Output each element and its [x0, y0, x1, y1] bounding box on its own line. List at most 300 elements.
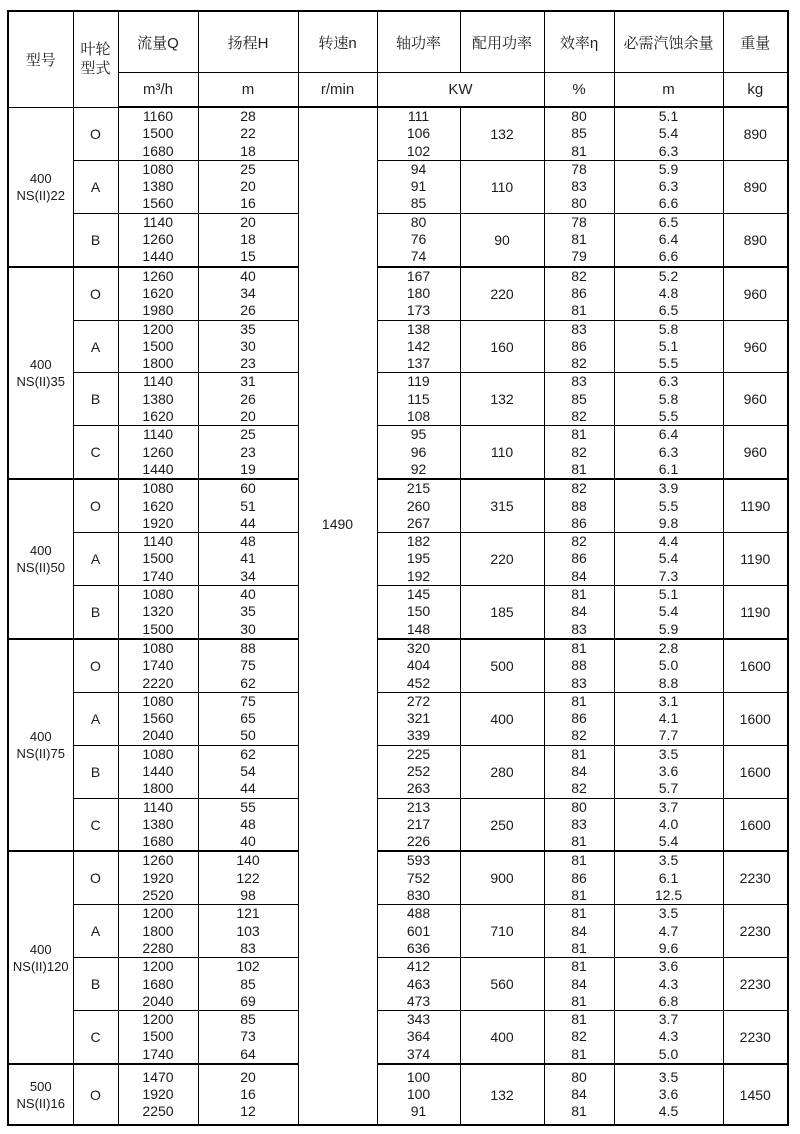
flow-cell-line: 1740: [142, 657, 174, 674]
impeller-type-cell: B: [73, 745, 118, 798]
efficiency-cell: [544, 1064, 614, 1125]
header-model: 型号: [8, 11, 73, 107]
head-cell: [198, 639, 298, 692]
efficiency-cell-line: 85: [571, 390, 587, 407]
table-row: [8, 586, 788, 639]
efficiency-cell-line: 82: [571, 727, 587, 744]
rated-power-cell: 160: [460, 320, 544, 373]
flow-cell-line: 1560: [142, 195, 174, 212]
weight-cell: 960: [723, 320, 788, 373]
head-cell-line: 18: [240, 142, 256, 159]
flow-cell-line: 1200: [142, 958, 174, 975]
header-weight: 重量: [723, 11, 788, 73]
shaft-power-cell-line: 473: [406, 992, 431, 1009]
efficiency-cell: [544, 267, 614, 320]
flow-cell-line: 1320: [142, 603, 174, 620]
header-impeller-type: [73, 11, 118, 107]
table-row: [8, 958, 788, 1011]
impeller-type-cell: O: [73, 267, 118, 320]
efficiency-cell: [544, 320, 614, 373]
efficiency-cell: [544, 586, 614, 639]
efficiency-cell-line: 88: [571, 657, 587, 674]
table-row: [8, 373, 788, 426]
shaft-power-cell-line: 412: [406, 958, 431, 975]
rated-power-cell: 185: [460, 586, 544, 639]
head-cell: [198, 107, 298, 160]
head-cell: [198, 692, 298, 745]
model-size: 400: [29, 356, 52, 372]
weight-cell: 1190: [723, 586, 788, 639]
shaft-power-cell-line: 92: [410, 460, 427, 477]
flow-cell: [118, 213, 198, 266]
shaft-power-cell: [377, 586, 460, 639]
flow-cell-line: 1440: [142, 762, 174, 779]
npsh-cell-line: 12.5: [654, 887, 683, 904]
npsh-cell-line: 6.3: [658, 443, 679, 460]
flow-cell-line: 1500: [142, 620, 174, 637]
unit-head: m: [198, 73, 298, 108]
model-cell: [8, 851, 73, 1064]
shaft-power-cell-line: 252: [406, 762, 431, 779]
efficiency-cell-line: 81: [571, 905, 587, 922]
flow-cell-line: 1740: [142, 1045, 174, 1062]
flow-cell-line: 1380: [142, 390, 174, 407]
header-impeller-line1: 叶轮: [80, 41, 111, 59]
model-size: 400: [29, 729, 52, 745]
flow-cell-line: 1140: [142, 533, 174, 550]
flow-cell: [118, 1011, 198, 1064]
flow-cell-line: 1260: [142, 852, 174, 869]
table-row: [8, 851, 788, 904]
npsh-cell-line: 5.9: [658, 160, 679, 177]
impeller-type-cell: A: [73, 160, 118, 213]
head-cell: [198, 1011, 298, 1064]
head-cell-line: 40: [240, 267, 256, 284]
head-cell-line: 18: [240, 231, 256, 248]
efficiency-cell-line: 81: [571, 692, 587, 709]
table-row: [8, 213, 788, 266]
flow-cell-line: 1680: [142, 142, 174, 159]
head-cell-line: 35: [240, 320, 256, 337]
flow-cell-line: 1500: [142, 337, 174, 354]
weight-cell: 960: [723, 373, 788, 426]
impeller-type-cell: B: [73, 373, 118, 426]
efficiency-cell-line: 86: [571, 869, 587, 886]
model-size: 400: [29, 941, 52, 957]
npsh-cell: [614, 905, 723, 958]
npsh-cell-line: 4.7: [658, 922, 679, 939]
model-cell: [8, 479, 73, 639]
head-cell-line: 51: [240, 497, 256, 514]
head-cell-line: 23: [240, 443, 256, 460]
efficiency-cell-line: 83: [571, 178, 587, 195]
head-cell: [198, 426, 298, 479]
efficiency-cell-line: 85: [571, 125, 587, 142]
efficiency-cell-line: 84: [571, 603, 587, 620]
npsh-cell-line: 3.7: [658, 798, 679, 815]
npsh-cell-line: 5.4: [658, 833, 679, 850]
head-cell-line: 12: [240, 1103, 256, 1120]
efficiency-cell: [544, 533, 614, 586]
head-cell-line: 20: [240, 1068, 256, 1085]
weight-cell: 1450: [723, 1064, 788, 1125]
head-cell-line: 16: [240, 1085, 256, 1102]
speed-value: 1490: [321, 516, 354, 533]
head-cell: [198, 267, 298, 320]
shaft-power-cell-line: 225: [406, 745, 431, 762]
head-cell: [198, 533, 298, 586]
shaft-power-cell-line: 108: [406, 408, 431, 425]
head-cell-line: 28: [240, 108, 256, 124]
efficiency-cell-line: 81: [571, 833, 587, 850]
efficiency-cell-line: 81: [571, 302, 587, 319]
shaft-power-cell-line: 94: [410, 160, 427, 177]
npsh-cell-line: 4.1: [658, 710, 679, 727]
head-cell-line: 48: [240, 815, 256, 832]
efficiency-cell-line: 81: [571, 1045, 587, 1062]
efficiency-cell-line: 81: [571, 852, 587, 869]
flow-cell: [118, 373, 198, 426]
npsh-cell-line: 4.3: [658, 1028, 679, 1045]
shaft-power-cell: [377, 373, 460, 426]
flow-cell: [118, 851, 198, 904]
head-cell-line: 26: [240, 390, 256, 407]
efficiency-cell-line: 82: [571, 480, 587, 497]
npsh-cell-line: 2.8: [658, 639, 679, 656]
head-cell-line: 83: [240, 939, 256, 956]
rated-power-cell: 132: [460, 107, 544, 160]
flow-cell-line: 1980: [142, 302, 174, 319]
weight-cell: 1600: [723, 745, 788, 798]
shaft-power-cell-line: 119: [407, 373, 430, 390]
npsh-cell-line: 5.8: [658, 390, 679, 407]
efficiency-cell: [544, 692, 614, 745]
npsh-cell-line: 5.1: [658, 586, 679, 603]
shaft-power-cell-line: 263: [406, 780, 431, 797]
shaft-power-cell-line: 145: [406, 586, 431, 603]
impeller-type-cell: C: [73, 1011, 118, 1064]
npsh-cell-line: 6.1: [658, 460, 679, 477]
head-cell-line: 23: [240, 355, 256, 372]
npsh-cell-line: 3.7: [658, 1011, 679, 1028]
impeller-type-cell: C: [73, 426, 118, 479]
flow-cell-line: 2040: [142, 992, 174, 1009]
head-cell-line: 55: [240, 798, 256, 815]
head-cell-line: 20: [240, 408, 256, 425]
efficiency-cell-line: 81: [571, 460, 587, 477]
table-row: [8, 639, 788, 692]
model-size: 400: [29, 170, 52, 186]
shaft-power-cell: [377, 639, 460, 692]
head-cell: [198, 320, 298, 373]
npsh-cell: [614, 586, 723, 639]
shaft-power-cell-line: 364: [406, 1028, 431, 1045]
efficiency-cell-line: 78: [571, 160, 587, 177]
flow-cell-line: 2250: [142, 1103, 174, 1120]
efficiency-cell-line: 80: [571, 798, 587, 815]
head-cell-line: 22: [240, 125, 256, 142]
head-cell-line: 88: [240, 639, 256, 656]
npsh-cell: [614, 1011, 723, 1064]
head-cell-line: 98: [240, 887, 256, 904]
npsh-cell-line: 4.4: [658, 533, 679, 550]
shaft-power-cell: [377, 1064, 460, 1125]
head-cell-line: 102: [236, 958, 260, 975]
efficiency-cell-line: 82: [571, 780, 587, 797]
flow-cell-line: 1560: [142, 710, 174, 727]
npsh-cell: [614, 798, 723, 851]
efficiency-cell: [544, 851, 614, 904]
npsh-cell-line: 6.6: [658, 195, 679, 212]
efficiency-cell-line: 83: [571, 373, 587, 390]
npsh-cell-line: 3.5: [658, 745, 679, 762]
head-cell-line: 64: [240, 1045, 256, 1062]
efficiency-cell-line: 81: [571, 887, 587, 904]
shaft-power-cell-line: 226: [406, 833, 431, 850]
npsh-cell-line: 6.4: [658, 426, 679, 443]
efficiency-cell-line: 80: [571, 108, 587, 124]
efficiency-cell-line: 84: [571, 975, 587, 992]
table-row: [8, 1011, 788, 1064]
npsh-cell-line: 5.4: [658, 125, 679, 142]
efficiency-cell-line: 83: [571, 620, 587, 637]
efficiency-cell-line: 83: [571, 674, 587, 691]
npsh-cell: [614, 639, 723, 692]
flow-cell-line: 1200: [142, 905, 174, 922]
head-cell-line: 30: [240, 620, 256, 637]
efficiency-cell-line: 81: [571, 939, 587, 956]
model-size: 400: [29, 543, 52, 559]
table-row: [8, 107, 788, 160]
rated-power-cell: 315: [460, 479, 544, 532]
header-rated-power: 配用功率: [460, 11, 544, 73]
shaft-power-cell-line: 150: [406, 603, 431, 620]
table-row: [8, 479, 788, 532]
weight-cell: 890: [723, 160, 788, 213]
npsh-cell-line: 6.4: [658, 231, 679, 248]
npsh-cell-line: 6.3: [658, 142, 679, 159]
npsh-cell-line: 5.1: [658, 337, 679, 354]
efficiency-cell-line: 82: [571, 267, 587, 284]
flow-cell-line: 1620: [142, 284, 174, 301]
efficiency-cell: [544, 798, 614, 851]
efficiency-cell-line: 81: [571, 142, 587, 159]
head-cell-line: 41: [240, 550, 256, 567]
model-series: NS(II)22: [16, 187, 65, 203]
shaft-power-cell-line: 320: [406, 639, 431, 656]
shaft-power-cell-line: 167: [406, 267, 431, 284]
shaft-power-cell: [377, 267, 460, 320]
npsh-cell-line: 6.6: [658, 248, 679, 265]
head-cell-line: 54: [240, 762, 256, 779]
npsh-cell-line: 5.5: [658, 497, 679, 514]
unit-power: KW: [377, 73, 544, 108]
flow-cell-line: 1140: [142, 373, 174, 390]
npsh-cell-line: 4.8: [658, 284, 679, 301]
flow-cell-line: 2220: [142, 674, 174, 691]
head-cell-line: 122: [236, 869, 260, 886]
npsh-cell-line: 5.5: [658, 408, 679, 425]
head-cell-line: 44: [240, 780, 256, 797]
shaft-power-cell-line: 182: [406, 533, 431, 550]
shaft-power-cell-line: 267: [406, 514, 431, 531]
efficiency-cell-line: 81: [571, 745, 587, 762]
efficiency-cell-line: 86: [571, 284, 587, 301]
shaft-power-cell-line: 343: [406, 1011, 431, 1028]
model-series: NS(II)120: [12, 958, 69, 974]
head-cell-line: 20: [240, 213, 256, 230]
efficiency-cell-line: 81: [571, 1011, 587, 1028]
flow-cell-line: 1500: [142, 1028, 174, 1045]
table-row: [8, 320, 788, 373]
head-cell-line: 15: [240, 248, 256, 265]
flow-cell-line: 1740: [142, 567, 174, 584]
shaft-power-cell-line: 91: [410, 1103, 427, 1120]
impeller-type-cell: B: [73, 213, 118, 266]
flow-cell-line: 1920: [142, 514, 174, 531]
npsh-cell: [614, 107, 723, 160]
model-cell: [8, 1064, 73, 1125]
unit-efficiency: %: [544, 73, 614, 108]
head-cell: [198, 373, 298, 426]
model-series: NS(II)35: [16, 373, 65, 389]
head-cell: [198, 851, 298, 904]
weight-cell: 1600: [723, 639, 788, 692]
shaft-power-cell-line: 452: [406, 674, 431, 691]
impeller-type-cell: O: [73, 107, 118, 160]
model-size: 500: [29, 1078, 52, 1094]
npsh-cell: [614, 373, 723, 426]
shaft-power-cell: [377, 213, 460, 266]
shaft-power-cell-line: 91: [410, 178, 427, 195]
npsh-cell-line: 5.0: [658, 657, 679, 674]
flow-cell: [118, 533, 198, 586]
shaft-power-cell-line: 102: [406, 142, 431, 159]
impeller-type-cell: O: [73, 851, 118, 904]
efficiency-cell: [544, 426, 614, 479]
npsh-cell-line: 5.1: [658, 108, 679, 124]
efficiency-cell: [544, 639, 614, 692]
flow-cell: [118, 160, 198, 213]
efficiency-cell-line: 80: [571, 195, 587, 212]
table-row: [8, 745, 788, 798]
shaft-power-cell-line: 142: [406, 337, 431, 354]
efficiency-cell-line: 81: [571, 639, 587, 656]
shaft-power-cell: [377, 745, 460, 798]
model-series: NS(II)50: [16, 560, 65, 576]
flow-cell-line: 1380: [142, 178, 174, 195]
flow-cell-line: 1920: [142, 1085, 174, 1102]
flow-cell-line: 1500: [142, 550, 174, 567]
npsh-cell-line: 3.6: [658, 1085, 679, 1102]
flow-cell-line: 1920: [142, 869, 174, 886]
npsh-cell: [614, 533, 723, 586]
model-cell: [8, 107, 73, 267]
npsh-cell-line: 7.7: [658, 727, 679, 744]
rated-power-cell: 710: [460, 905, 544, 958]
weight-cell: 1190: [723, 479, 788, 532]
head-cell-line: 34: [240, 567, 256, 584]
head-cell: [198, 586, 298, 639]
head-cell-line: 69: [240, 992, 256, 1009]
efficiency-cell-line: 84: [571, 762, 587, 779]
head-cell-line: 25: [240, 426, 256, 443]
flow-cell-line: 1680: [142, 975, 174, 992]
npsh-cell-line: 3.6: [658, 958, 679, 975]
shaft-power-cell-line: 85: [410, 195, 427, 212]
flow-cell-line: 1500: [142, 125, 174, 142]
unit-flow: m³/h: [118, 73, 198, 108]
flow-cell: [118, 958, 198, 1011]
head-cell-line: 35: [240, 603, 256, 620]
efficiency-cell: [544, 479, 614, 532]
efficiency-cell-line: 82: [571, 408, 587, 425]
head-cell-line: 140: [236, 852, 260, 869]
npsh-cell: [614, 267, 723, 320]
npsh-cell-line: 4.5: [658, 1103, 679, 1120]
head-cell-line: 103: [236, 922, 260, 939]
flow-cell: [118, 745, 198, 798]
table-row: [8, 905, 788, 958]
impeller-type-cell: A: [73, 905, 118, 958]
npsh-cell-line: 7.3: [658, 567, 679, 584]
npsh-cell: [614, 160, 723, 213]
rated-power-cell: 220: [460, 267, 544, 320]
efficiency-cell: [544, 213, 614, 266]
head-cell: [198, 905, 298, 958]
shaft-power-cell-line: 137: [406, 355, 431, 372]
shaft-power-cell-line: 115: [407, 390, 430, 407]
npsh-cell-line: 5.4: [658, 603, 679, 620]
shaft-power-cell-line: 100: [406, 1085, 431, 1102]
efficiency-cell-line: 81: [571, 586, 587, 603]
shaft-power-cell-line: 195: [406, 550, 431, 567]
shaft-power-cell-line: 260: [406, 497, 431, 514]
spec-table-body: [8, 107, 788, 1125]
shaft-power-cell-line: 192: [406, 567, 431, 584]
npsh-cell: [614, 426, 723, 479]
table-row: [8, 798, 788, 851]
npsh-cell: [614, 851, 723, 904]
head-cell: [198, 160, 298, 213]
table-row: [8, 426, 788, 479]
table-row: [8, 692, 788, 745]
head-cell-line: 62: [240, 745, 256, 762]
efficiency-cell-line: 82: [571, 355, 587, 372]
head-cell-line: 44: [240, 514, 256, 531]
flow-cell-line: 1620: [142, 497, 174, 514]
shaft-power-cell-line: 272: [406, 692, 431, 709]
shaft-power-cell: [377, 533, 460, 586]
efficiency-cell-line: 84: [571, 567, 587, 584]
flow-cell: [118, 479, 198, 532]
table-row: [8, 160, 788, 213]
npsh-cell-line: 5.8: [658, 320, 679, 337]
npsh-cell-line: 5.0: [658, 1045, 679, 1062]
table-row: [8, 533, 788, 586]
shaft-power-cell: [377, 905, 460, 958]
npsh-cell-line: 6.1: [658, 869, 679, 886]
efficiency-cell-line: 86: [571, 710, 587, 727]
shaft-power-cell-line: 76: [410, 231, 427, 248]
head-cell: [198, 958, 298, 1011]
pump-spec-table: [7, 10, 789, 1126]
shaft-power-cell: [377, 426, 460, 479]
shaft-power-cell-line: 96: [410, 443, 427, 460]
shaft-power-cell-line: 488: [406, 905, 431, 922]
weight-cell: 1600: [723, 692, 788, 745]
model-cell: [8, 639, 73, 852]
